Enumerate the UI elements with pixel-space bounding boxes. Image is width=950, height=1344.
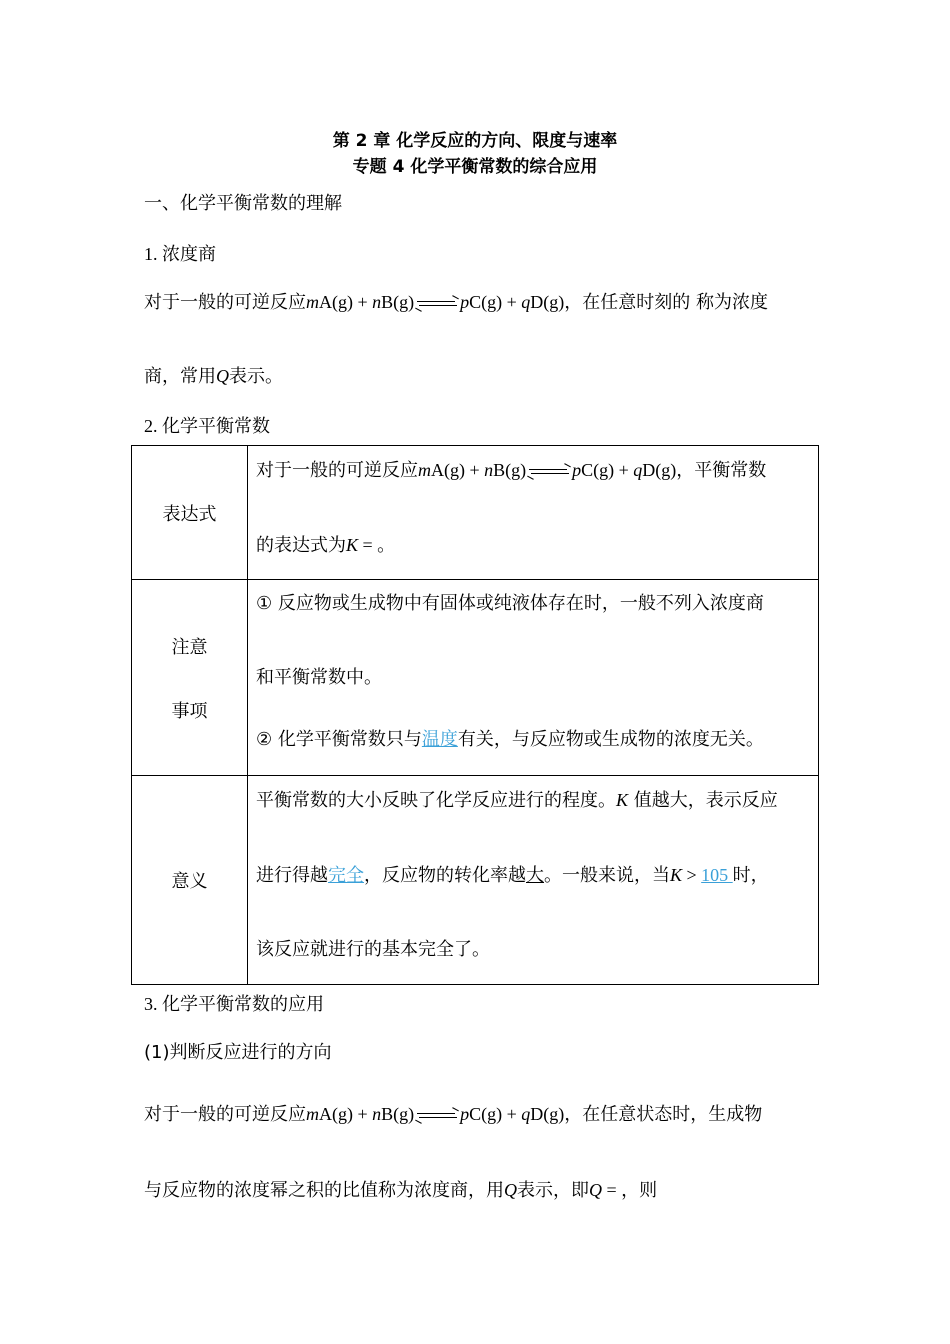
table-row bbox=[132, 446, 819, 580]
subsection-sub-heading: (1)判断反应进行的方向 bbox=[144, 1042, 332, 1063]
reversible-arrow-icon bbox=[415, 298, 459, 310]
section-heading: 一、化学平衡常数的理解 bbox=[144, 193, 342, 214]
answer-blank-temperature: 温度 bbox=[421, 729, 458, 750]
chapter-title: 第 2 章 化学反应的方向、限度与速率 bbox=[332, 131, 618, 151]
paragraph-line: 与反应物的浓度幂之积的比值称为浓度商，用Q表示，即Q = ，则 bbox=[144, 1180, 658, 1201]
table-row bbox=[132, 776, 819, 985]
text: ，在任意时刻的 称为浓度 bbox=[564, 292, 769, 313]
reaction-equation: mA(g) + nB(g) pC(g) + qD(g) bbox=[306, 292, 565, 312]
paragraph-line: 对于一般的可逆反应mA(g) + nB(g) pC(g) + qD(g)，在任意状态时，生成物 bbox=[144, 1104, 763, 1125]
text: 对于一般的可逆反应 bbox=[144, 292, 306, 313]
paragraph-line: 商，常用Q表示。 bbox=[144, 366, 283, 387]
row-content: 对于一般的可逆反应mA(g) + nB(g) pC(g) + qD(g)，平衡常数 的表达式为K = 。 bbox=[248, 446, 819, 580]
subsection-label-application: 3. 化学平衡常数的应用 bbox=[144, 994, 324, 1014]
subsection-label-equilibrium-constant: 2. 化学平衡常数 bbox=[144, 416, 270, 436]
reaction-equation: mA(g) + nB(g) pC(g) + qD(g) bbox=[306, 1104, 565, 1124]
row-content: 平衡常数的大小反映了化学反应进行的程度。K 值越大，表示反应 进行得越完全，反应物的转化率越大。一般来说，当K > 105 时， 该反应就进行的基本完全了。 bbox=[248, 776, 819, 985]
subsection-label-concentration-quotient: 1. 浓度商 bbox=[144, 244, 216, 264]
row-content: ① 反应物或生成物中有固体或纯液体存在时，一般不列入浓度商 和平衡常数中。 ② 化学平衡常数只与温度有关，与反应物或生成物的浓度无关。 bbox=[248, 580, 819, 776]
answer-blank-threshold: 105 bbox=[701, 865, 733, 885]
row-header: 注意 事项 bbox=[132, 580, 248, 776]
answer-blank-large: 大 bbox=[526, 865, 544, 886]
topic-title: 专题 4 化学平衡常数的综合应用 bbox=[352, 157, 598, 177]
reversible-arrow-icon bbox=[415, 1110, 459, 1122]
row-header: 表达式 bbox=[132, 446, 248, 580]
answer-blank-complete: 完全 bbox=[328, 865, 364, 886]
row-header: 意义 bbox=[132, 776, 248, 985]
paragraph-line bbox=[144, 288, 768, 314]
reaction-equation: mA(g) + nB(g) pC(g) + qD(g) bbox=[418, 460, 677, 480]
equilibrium-constant-table bbox=[131, 445, 819, 985]
reversible-arrow-icon bbox=[527, 466, 571, 478]
variable: Q bbox=[216, 366, 229, 386]
table-row bbox=[132, 580, 819, 776]
variable: K bbox=[346, 535, 359, 555]
